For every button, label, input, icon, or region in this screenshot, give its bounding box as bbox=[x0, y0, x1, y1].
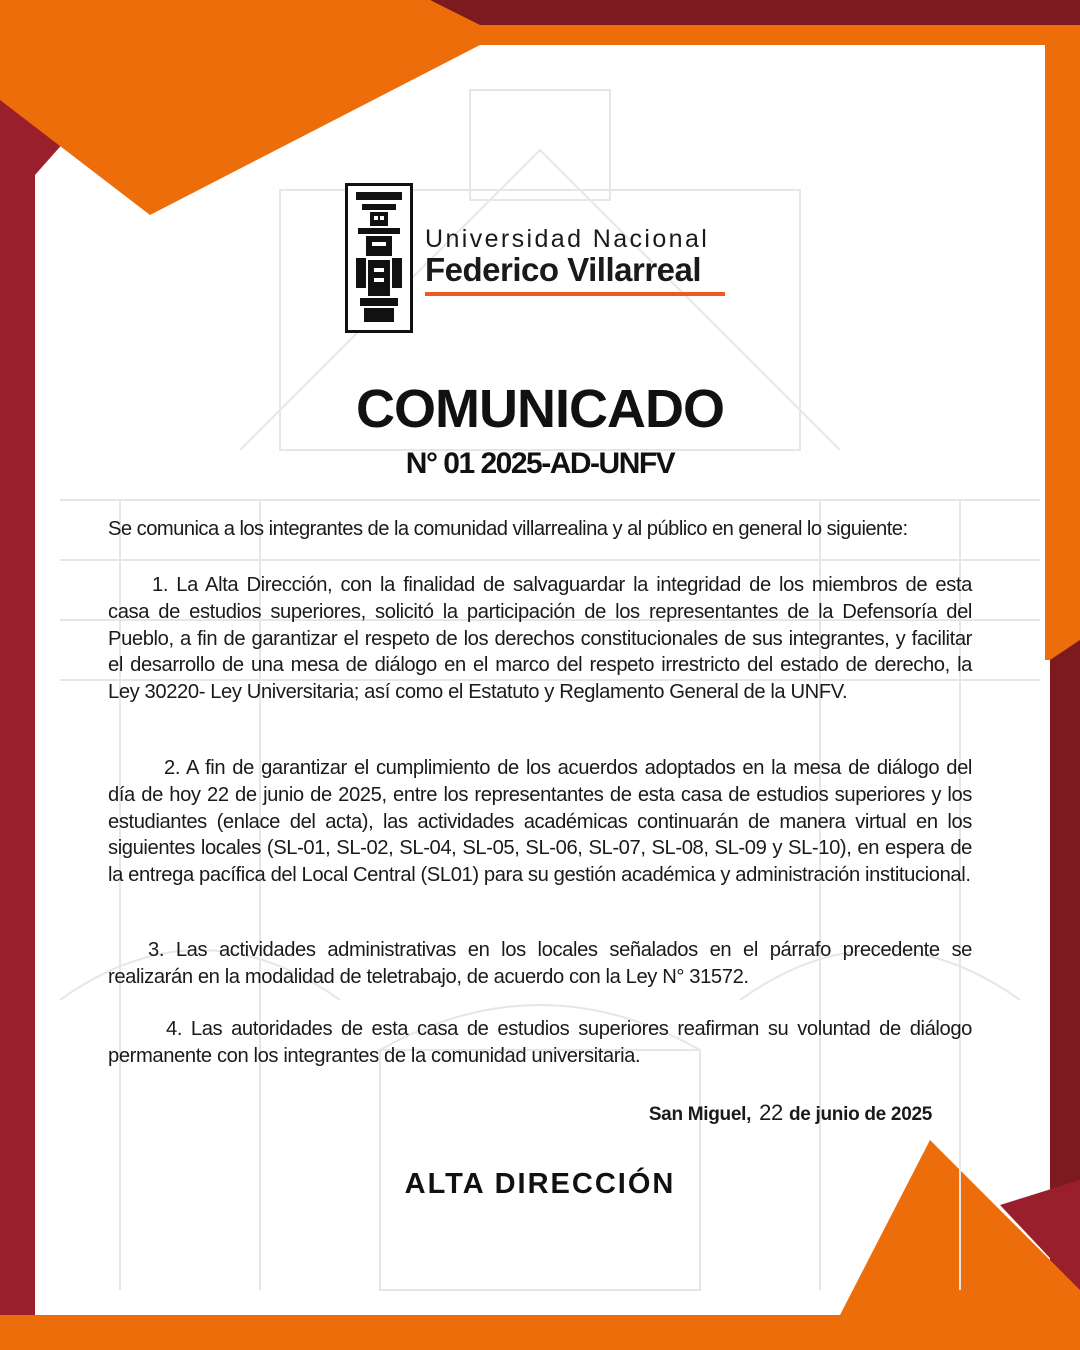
paragraph-2: 2. A fin de garantizar el cumplimiento de los acuerdos adoptados en la mesa de diálogo del día de hoy 22 de junio de 2025, entre los representantes de esta casa de estudios superiores y los estudiantes (enlace del acta), las actividades académicas continuarán de manera virtual en los siguientes locales (SL-01, SL-02, SL-04, SL-05, SL-06, SL-07, SL-08, SL-09 y SL-10), en espera de la entrega pacífica del Local Central (SL01) para su gestión académica y administración institucional. bbox=[108, 757, 972, 887]
logo-text-line1: Universidad Nacional bbox=[425, 225, 710, 253]
logo-underline bbox=[425, 292, 725, 296]
logo-text-line2: Federico Villarreal bbox=[425, 251, 702, 288]
date-place: San Miguel, bbox=[648, 1104, 752, 1125]
date-line bbox=[649, 1100, 932, 1126]
signature: ALTA DIRECCIÓN bbox=[404, 1168, 676, 1200]
intro-text: Se comunica a los integrantes de la comunidad villarrealina y al público en general lo siguiente: bbox=[108, 518, 908, 540]
date-day: 22 bbox=[759, 1100, 783, 1125]
paragraph-1: 1. La Alta Dirección, con la finalidad de salvaguardar la integridad de los miembros de esta casa de estudios superiores, solicitó la participación de los representantes de la Defensoría del Pueblo, a fin de garantizar el respeto de los derechos constitucionales de sus integrantes, y facilitar el desarrollo de una mesa de diálogo en el marco del respeto irrestricto del estado de derecho, la Ley 30220- Ley Universitaria; así como el Estatuto y Reglamento General de la UNFV. bbox=[108, 574, 972, 704]
tiwanaku-emblem-icon bbox=[345, 183, 413, 333]
paragraph-3: 3. Las actividades administrativas en los locales señalados en el párrafo precedente se realizarán en la modalidad de teletrabajo, de acuerdo con la Ley N° 31572. bbox=[108, 939, 972, 988]
university-logo bbox=[345, 183, 735, 333]
document-title: COMUNICADO bbox=[356, 379, 724, 439]
date-rest: de junio de 2025 bbox=[788, 1104, 932, 1125]
paragraph-4: 4. Las autoridades de esta casa de estudios superiores reafirman su voluntad de diálogo permanente con los integrantes de la comunidad universitaria. bbox=[108, 1018, 972, 1067]
document-number: N° 01 2025-AD-UNFV bbox=[405, 447, 675, 480]
